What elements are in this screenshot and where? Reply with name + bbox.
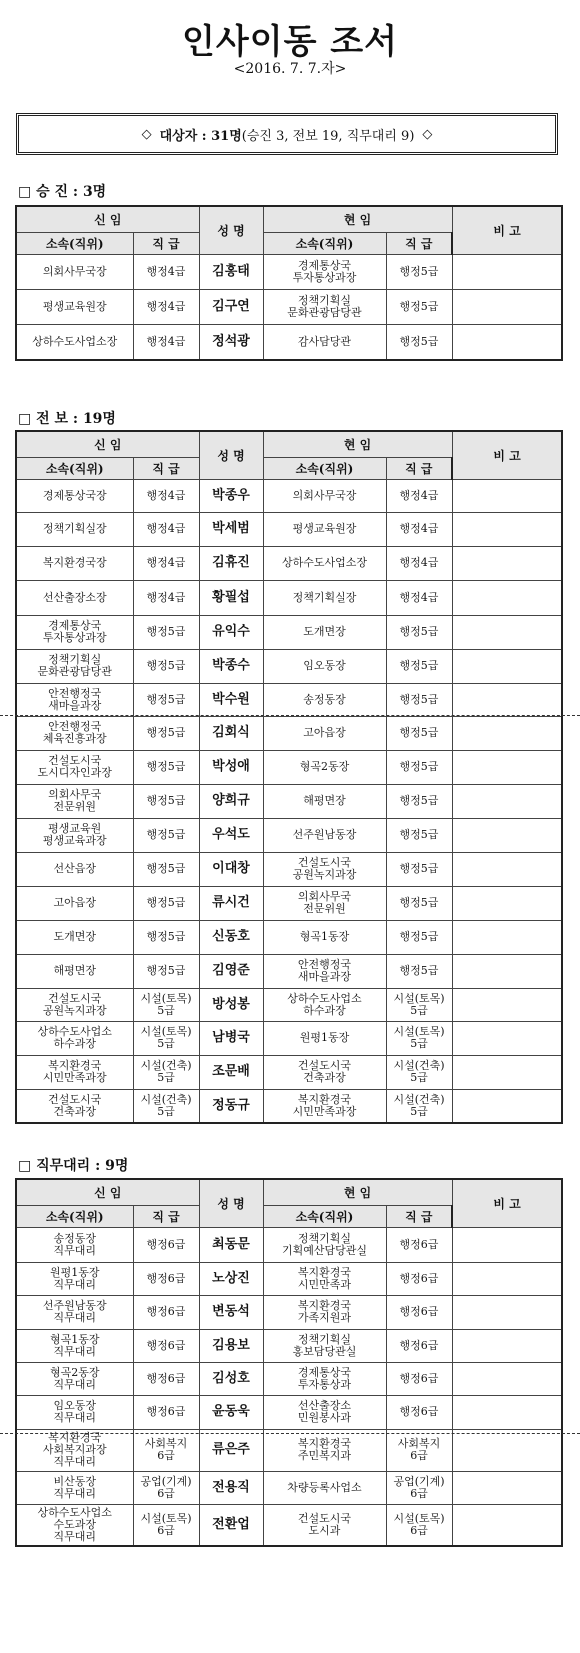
summary-lead: 대상자 : 31명 [159,128,242,144]
name-cell: 김구연 [199,289,263,324]
current-grade-cell: 시설(토목) 5급 [386,988,452,1021]
current-grade-cell: 행정5급 [386,784,452,818]
name-cell: 노상진 [199,1262,263,1295]
diamond-icon: ◇ [422,126,433,142]
name-cell: 최동문 [199,1227,263,1262]
name-cell: 윤동욱 [199,1395,263,1429]
new-grade-cell: 행정6급 [133,1227,199,1262]
name-cell: 우석도 [199,818,263,852]
remark-cell [452,1021,562,1055]
document-date: <2016. 7. 7.자> [233,61,347,77]
name-cell: 조문배 [199,1055,263,1089]
current-grade-cell: 행정4급 [386,546,452,580]
new-dept-cell: 평생교육원장 [16,289,133,324]
remark-cell [452,1262,562,1295]
page-divider [0,715,580,716]
current-grade-cell: 행정5급 [386,818,452,852]
current-grade-cell: 시설(건축) 5급 [386,1055,452,1089]
new-grade-cell: 행정5급 [133,683,199,716]
table-row [16,1295,562,1329]
new-dept-cell: 경제통상국 투자통상과장 [16,615,133,649]
table-row [16,852,562,886]
new-dept-cell: 상하수도사업소 하수과장 [16,1021,133,1055]
new-grade-cell: 행정6급 [133,1395,199,1429]
header-current-grade: 직 급 [386,232,452,254]
new-grade-cell: 시설(토목) 6급 [133,1504,199,1546]
new-grade-cell: 행정4급 [133,254,199,289]
table-row [16,1395,562,1429]
remark-cell [452,289,562,324]
new-grade-cell: 행정5급 [133,920,199,954]
current-grade-cell: 공업(기계) 6급 [386,1471,452,1504]
table-row [16,479,562,512]
new-grade-cell: 행정4급 [133,580,199,615]
header-new-post: 신 임 [16,1179,199,1205]
current-dept-cell: 상하수도사업소 하수과장 [263,988,386,1021]
current-dept-cell: 선주원남동장 [263,818,386,852]
table-row [16,1262,562,1295]
section-heading: □ 승 진 : 3명 [18,184,107,200]
new-grade-cell: 행정5급 [133,886,199,920]
remark-cell [452,1395,562,1429]
table-row [16,512,562,546]
table-row [16,784,562,818]
header-current-post: 현 임 [263,206,452,232]
current-grade-cell: 행정5급 [386,649,452,683]
table-row [16,683,562,716]
table-row [16,546,562,580]
new-dept-cell: 비산동장 직무대리 [16,1471,133,1504]
new-dept-cell: 안전행정국 체육진흥과장 [16,716,133,750]
current-dept-cell: 복지환경국 시민만족과 [263,1262,386,1295]
table-row [16,580,562,615]
current-dept-cell: 정책기획실장 [263,580,386,615]
current-dept-cell: 도개면장 [263,615,386,649]
name-cell: 변동석 [199,1295,263,1329]
current-grade-cell: 행정5급 [386,750,452,784]
new-dept-cell: 경제통상국장 [16,479,133,512]
current-dept-cell: 형곡1동장 [263,920,386,954]
name-cell: 박성애 [199,750,263,784]
remark-cell [452,1329,562,1362]
name-cell: 류은주 [199,1429,263,1471]
name-cell: 남병국 [199,1021,263,1055]
name-cell: 김용보 [199,1329,263,1362]
new-grade-cell: 행정5급 [133,649,199,683]
new-grade-cell: 시설(토목) 5급 [133,988,199,1021]
current-dept-cell: 선산출장소 민원봉사과 [263,1395,386,1429]
new-dept-cell: 선주원남동장 직무대리 [16,1295,133,1329]
new-dept-cell: 복지환경국장 [16,546,133,580]
new-dept-cell: 상하수도사업소 수도과장 직무대리 [16,1504,133,1546]
new-dept-cell: 해평면장 [16,954,133,988]
remark-cell [452,988,562,1021]
current-grade-cell: 행정5급 [386,289,452,324]
remark-cell [452,615,562,649]
remark-cell [452,1471,562,1504]
new-dept-cell: 송정동장 직무대리 [16,1227,133,1262]
current-dept-cell: 정책기획실 홍보담당관실 [263,1329,386,1362]
remark-cell [452,852,562,886]
name-cell: 박수원 [199,683,263,716]
remark-cell [452,818,562,852]
remark-cell [452,1504,562,1546]
remark-cell [452,954,562,988]
new-grade-cell: 행정4급 [133,324,199,360]
new-dept-cell: 임오동장 직무대리 [16,1395,133,1429]
name-cell: 유익수 [199,615,263,649]
current-grade-cell: 행정6급 [386,1262,452,1295]
new-dept-cell: 건설도시국 도시디자인과장 [16,750,133,784]
current-dept-cell: 송정동장 [263,683,386,716]
name-cell: 양희규 [199,784,263,818]
header-remark: 비 고 [452,431,562,479]
new-grade-cell: 행정6급 [133,1262,199,1295]
remark-cell [452,1227,562,1262]
name-cell: 김휴진 [199,546,263,580]
current-dept-cell: 정책기획실 기획예산담당관실 [263,1227,386,1262]
current-dept-cell: 경제통상국 투자통상과장 [263,254,386,289]
new-dept-cell: 복지환경국 시민만족과장 [16,1055,133,1089]
new-dept-cell: 건설도시국 건축과장 [16,1089,133,1123]
name-cell: 정동규 [199,1089,263,1123]
remark-cell [452,784,562,818]
current-grade-cell: 행정5급 [386,615,452,649]
name-cell: 정석광 [199,324,263,360]
current-dept-cell: 상하수도사업소장 [263,546,386,580]
table-row [16,954,562,988]
new-grade-cell: 행정5급 [133,818,199,852]
table-row [16,324,562,360]
header-new-post: 신 임 [16,206,199,232]
name-cell: 방성봉 [199,988,263,1021]
current-grade-cell: 행정4급 [386,479,452,512]
new-grade-cell: 시설(건축) 5급 [133,1089,199,1123]
new-grade-cell: 행정5급 [133,852,199,886]
new-grade-cell: 행정4급 [133,289,199,324]
current-grade-cell: 행정5급 [386,716,452,750]
remark-cell [452,1055,562,1089]
section-heading: □ 전 보 : 19명 [18,411,116,427]
header-current-dept: 소속(직위) [263,1205,386,1227]
new-grade-cell: 행정5급 [133,784,199,818]
new-dept-cell: 정책기획실 문화관광담당관 [16,649,133,683]
page-title: 인사이동 조서 [182,22,398,62]
current-dept-cell: 건설도시국 도시과 [263,1504,386,1546]
name-cell: 김홍태 [199,254,263,289]
new-grade-cell: 행정4급 [133,479,199,512]
header-name: 성 명 [199,431,263,479]
current-grade-cell: 행정4급 [386,512,452,546]
summary-box [16,113,558,155]
current-dept-cell: 복지환경국 주민복지과 [263,1429,386,1471]
summary-detail: (승진 3, 전보 19, 직무대리 9) [241,128,415,144]
table-row [16,750,562,784]
current-grade-cell: 행정6급 [386,1362,452,1395]
table-row [16,254,562,289]
table-row [16,1055,562,1089]
new-grade-cell: 행정5급 [133,615,199,649]
current-dept-cell: 고아읍장 [263,716,386,750]
header-current-post: 현 임 [263,1179,452,1205]
table-row [16,1504,562,1546]
table-row [16,988,562,1021]
header-current-dept: 소속(직위) [263,232,386,254]
new-dept-cell: 복지환경국 사회복지과장 직무대리 [16,1429,133,1471]
current-grade-cell: 행정5급 [386,254,452,289]
header-remark: 비 고 [452,1179,562,1227]
current-dept-cell: 복지환경국 가족지원과 [263,1295,386,1329]
new-grade-cell: 행정6급 [133,1362,199,1395]
current-grade-cell: 시설(토목) 6급 [386,1504,452,1546]
new-grade-cell: 사회복지 6급 [133,1429,199,1471]
new-dept-cell: 건설도시국 공원녹지과장 [16,988,133,1021]
header-new-grade: 직 급 [133,1205,199,1227]
current-grade-cell: 행정5급 [386,324,452,360]
name-cell: 전환업 [199,1504,263,1546]
current-dept-cell: 정책기획실 문화관광담당관 [263,289,386,324]
remark-cell [452,479,562,512]
remark-cell [452,649,562,683]
current-grade-cell: 사회복지 6급 [386,1429,452,1471]
new-dept-cell: 고아읍장 [16,886,133,920]
current-dept-cell: 차량등록사업소 [263,1471,386,1504]
header-current-post: 현 임 [263,431,452,457]
table-row [16,1089,562,1123]
table-row [16,1429,562,1471]
current-dept-cell: 임오동장 [263,649,386,683]
current-dept-cell: 건설도시국 공원녹지과장 [263,852,386,886]
name-cell: 류시건 [199,886,263,920]
current-grade-cell: 행정6급 [386,1295,452,1329]
remark-cell [452,750,562,784]
new-dept-cell: 의회사무국장 [16,254,133,289]
table-row [16,716,562,750]
new-dept-cell: 도개면장 [16,920,133,954]
current-dept-cell: 의회사무국장 [263,479,386,512]
table-row [16,1471,562,1504]
new-dept-cell: 의회사무국 전문위원 [16,784,133,818]
current-dept-cell: 복지환경국 시민만족과장 [263,1089,386,1123]
current-grade-cell: 행정6급 [386,1395,452,1429]
name-cell: 신동호 [199,920,263,954]
current-dept-cell: 감사담당관 [263,324,386,360]
table-row [16,886,562,920]
header-new-grade: 직 급 [133,457,199,479]
table-row [16,1227,562,1262]
current-grade-cell: 시설(토목) 5급 [386,1021,452,1055]
new-grade-cell: 행정4급 [133,512,199,546]
remark-cell [452,580,562,615]
header-new-dept: 소속(직위) [16,1205,133,1227]
new-dept-cell: 평생교육원 평생교육과장 [16,818,133,852]
new-grade-cell: 공업(기계) 6급 [133,1471,199,1504]
table-row [16,920,562,954]
remark-cell [452,512,562,546]
page-divider [0,1433,580,1434]
new-dept-cell: 정책기획실장 [16,512,133,546]
current-dept-cell: 평생교육원장 [263,512,386,546]
current-dept-cell: 경제통상국 투자통상과 [263,1362,386,1395]
remark-cell [452,1295,562,1329]
remark-cell [452,254,562,289]
header-name: 성 명 [199,206,263,254]
personnel-table [15,430,563,1124]
table-row [16,1329,562,1362]
remark-cell [452,1429,562,1471]
current-grade-cell: 행정6급 [386,1227,452,1262]
new-grade-cell: 행정6급 [133,1329,199,1362]
remark-cell [452,1362,562,1395]
current-grade-cell: 행정5급 [386,683,452,716]
header-new-dept: 소속(직위) [16,232,133,254]
header-current-dept: 소속(직위) [263,457,386,479]
current-dept-cell: 원평1동장 [263,1021,386,1055]
header-new-post: 신 임 [16,431,199,457]
name-cell: 황필섭 [199,580,263,615]
table-row [16,818,562,852]
new-grade-cell: 행정5급 [133,750,199,784]
remark-cell [452,546,562,580]
new-grade-cell: 시설(토목) 5급 [133,1021,199,1055]
current-grade-cell: 행정5급 [386,920,452,954]
table-row [16,1021,562,1055]
name-cell: 김성호 [199,1362,263,1395]
header-current-grade: 직 급 [386,457,452,479]
header-current-grade: 직 급 [386,1205,452,1227]
current-dept-cell: 안전행정국 새마을과장 [263,954,386,988]
name-cell: 박종우 [199,479,263,512]
current-grade-cell: 행정5급 [386,852,452,886]
remark-cell [452,1089,562,1123]
current-dept-cell: 해평면장 [263,784,386,818]
new-grade-cell: 행정5급 [133,954,199,988]
table-row [16,1362,562,1395]
table-row [16,289,562,324]
new-dept-cell: 형곡1동장 직무대리 [16,1329,133,1362]
new-dept-cell: 선산읍장 [16,852,133,886]
name-cell: 이대창 [199,852,263,886]
new-grade-cell: 행정4급 [133,546,199,580]
current-grade-cell: 행정4급 [386,580,452,615]
remark-cell [452,683,562,716]
current-dept-cell: 형곡2동장 [263,750,386,784]
new-grade-cell: 행정6급 [133,1295,199,1329]
name-cell: 김영준 [199,954,263,988]
remark-cell [452,324,562,360]
current-grade-cell: 시설(건축) 5급 [386,1089,452,1123]
personnel-table [15,1178,563,1547]
name-cell: 박세범 [199,512,263,546]
new-grade-cell: 행정5급 [133,716,199,750]
new-dept-cell: 안전행정국 새마을과장 [16,683,133,716]
current-grade-cell: 행정6급 [386,1329,452,1362]
current-dept-cell: 의회사무국 전문위원 [263,886,386,920]
new-grade-cell: 시설(건축) 5급 [133,1055,199,1089]
section-heading: □ 직무대리 : 9명 [18,1158,129,1174]
new-dept-cell: 선산출장소장 [16,580,133,615]
name-cell: 김회식 [199,716,263,750]
current-grade-cell: 행정5급 [386,886,452,920]
header-new-grade: 직 급 [133,232,199,254]
table-row [16,649,562,683]
new-dept-cell: 원평1동장 직무대리 [16,1262,133,1295]
current-grade-cell: 행정5급 [386,954,452,988]
header-new-dept: 소속(직위) [16,457,133,479]
personnel-table [15,205,563,361]
diamond-icon: ◇ [141,126,152,142]
header-name: 성 명 [199,1179,263,1227]
name-cell: 전용직 [199,1471,263,1504]
remark-cell [452,886,562,920]
table-row [16,615,562,649]
new-dept-cell: 상하수도사업소장 [16,324,133,360]
new-dept-cell: 형곡2동장 직무대리 [16,1362,133,1395]
remark-cell [452,716,562,750]
remark-cell [452,920,562,954]
header-remark: 비 고 [452,206,562,254]
name-cell: 박종수 [199,649,263,683]
current-dept-cell: 건설도시국 건축과장 [263,1055,386,1089]
